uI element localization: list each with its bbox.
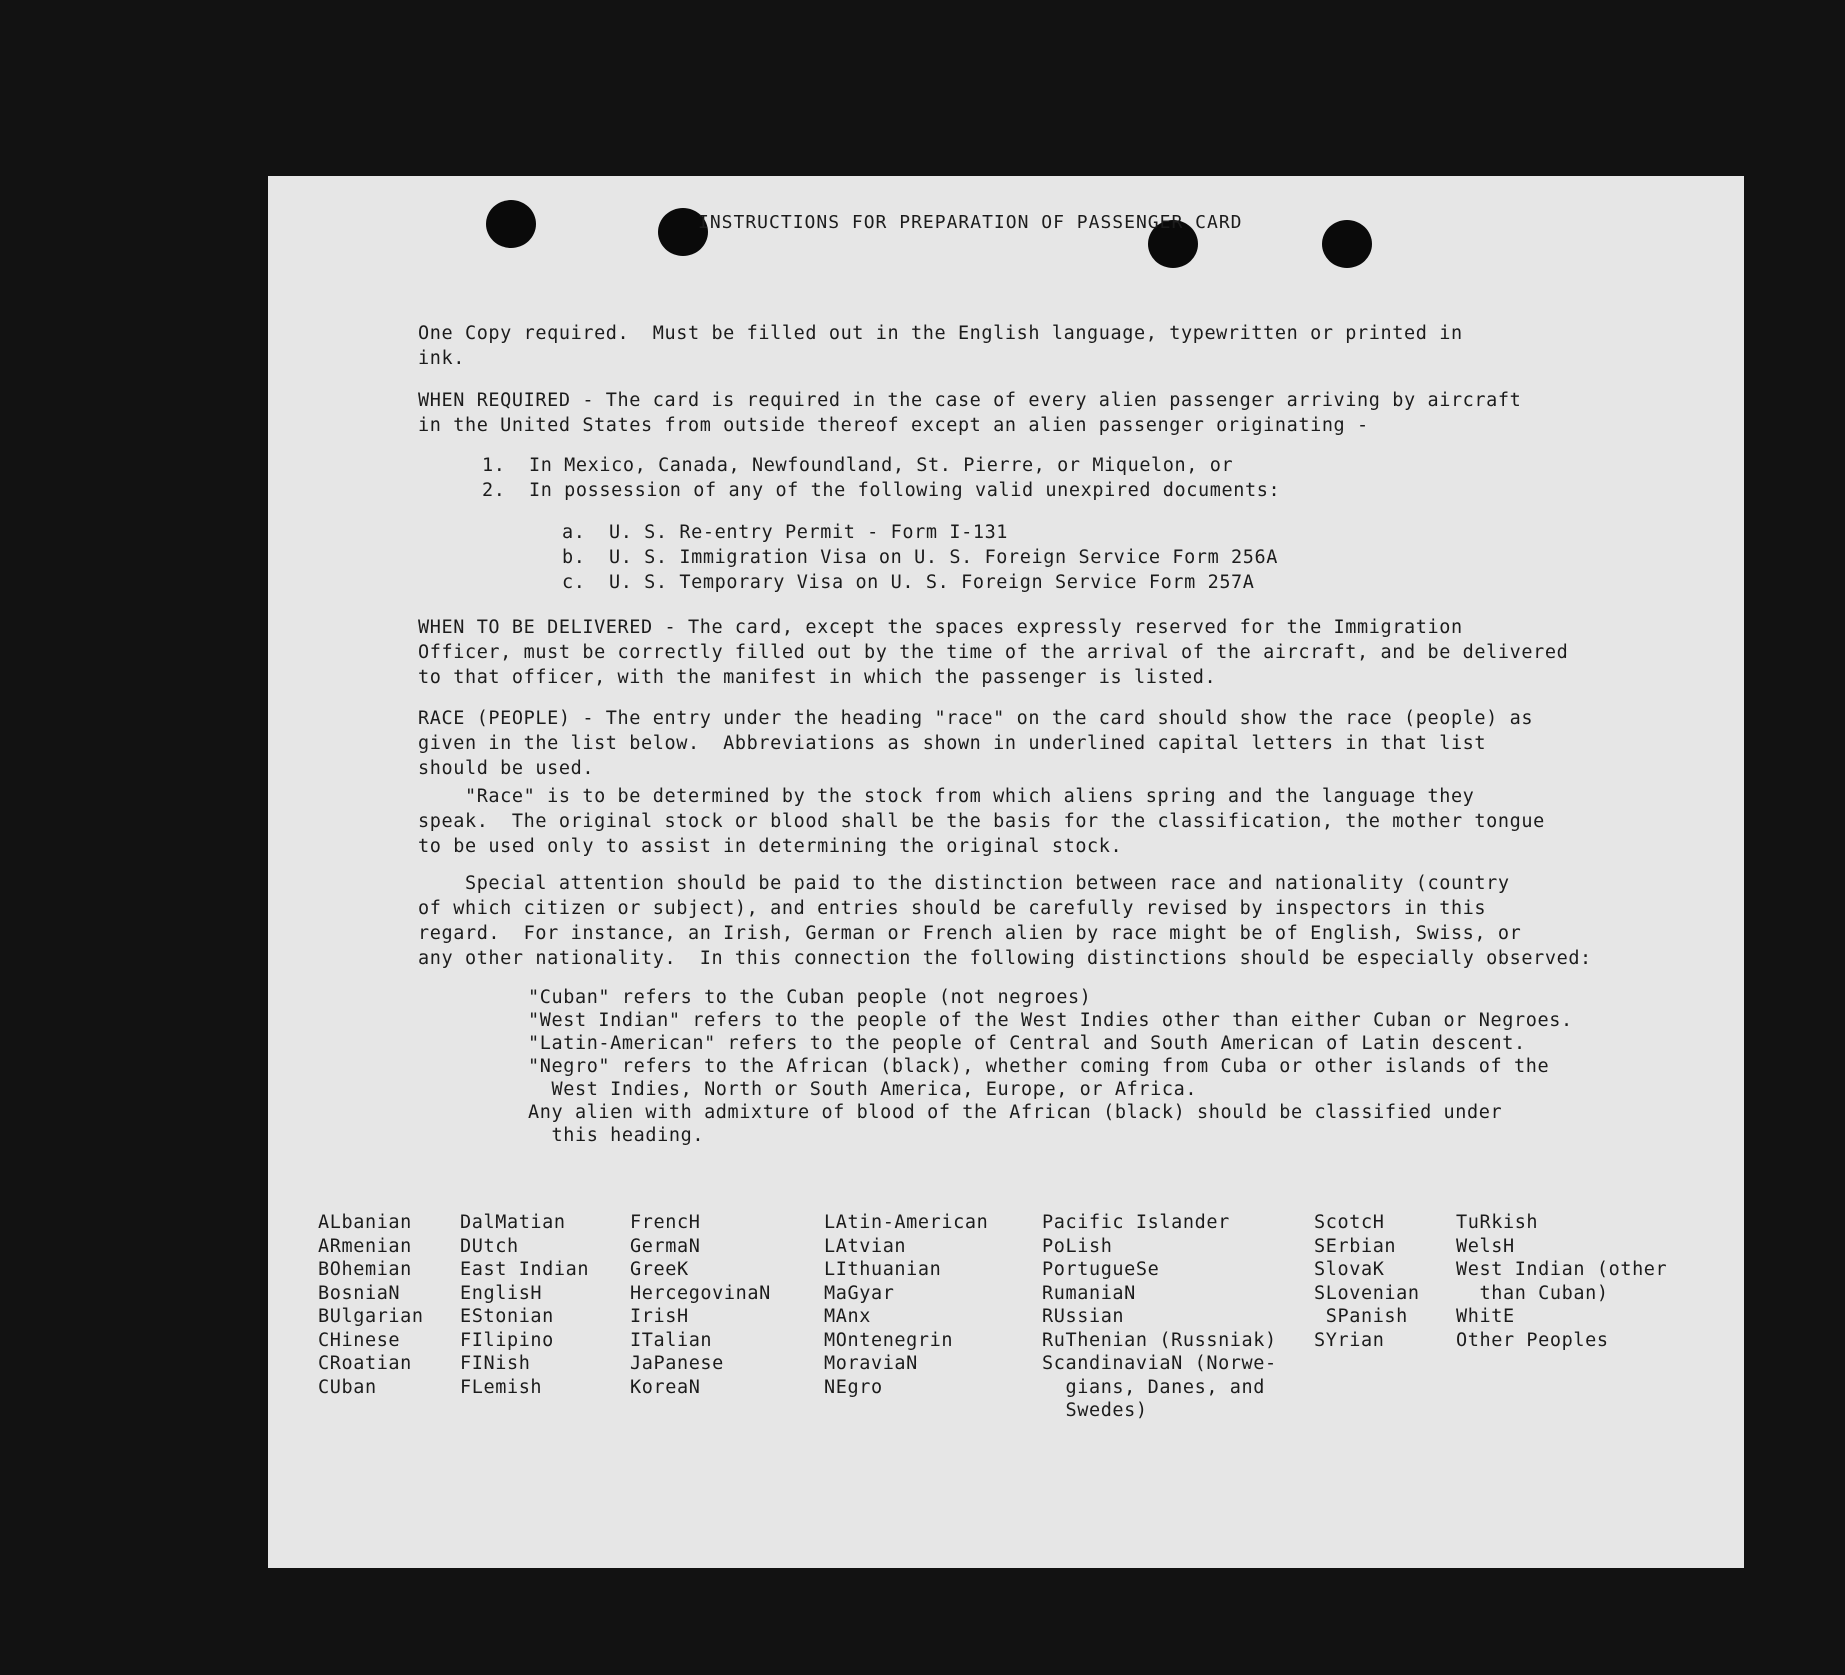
race-item: RuThenian (Russniak) xyxy=(1042,1329,1277,1351)
race-column-5 xyxy=(1042,1164,1277,1470)
race-item: ARmenian xyxy=(318,1235,412,1257)
race-item: NEgro xyxy=(824,1376,883,1398)
race-item: ScandinaviaN (Norwe- xyxy=(1042,1353,1277,1374)
race-item: East Indian xyxy=(460,1259,590,1280)
special-attention-paragraph: Special attention should be paid to the distinction between race and nationality (country of which citizen or subject), and entries should be carefully revised by inspectors in this regard. For instance, an Irish, German or French alien by race might be of English, Swiss, or any other nationality. In this connection the following distinctions should be especially observed: xyxy=(418,873,1592,969)
race-item: WelsH xyxy=(1456,1235,1515,1257)
race-item: EnglisH xyxy=(460,1282,543,1304)
race-column-2 xyxy=(460,1164,589,1446)
race-item: TuRkish xyxy=(1456,1212,1539,1233)
race-column-4 xyxy=(824,1164,988,1446)
intro-paragraph: One Copy required. Must be filled out in the English language, typewritten or printed in ink. xyxy=(418,323,1463,369)
race-item: Pacific Islander xyxy=(1042,1212,1230,1233)
race-item: EStonian xyxy=(460,1306,554,1327)
race-item: RumaniaN xyxy=(1042,1282,1136,1304)
race-item: MaGyar xyxy=(824,1282,895,1304)
race-item: SYrian xyxy=(1314,1329,1385,1351)
race-item: MoraviaN xyxy=(824,1353,918,1374)
race-item: MOntenegrin xyxy=(824,1329,954,1351)
when-required-paragraph: WHEN REQUIRED - The card is required in the case of every alien passenger arriving by aircraft in the United States from outside thereof except an alien passenger originating - xyxy=(418,390,1522,436)
race-item: LAtin-American xyxy=(824,1212,989,1233)
race-item: SLovenian xyxy=(1314,1282,1420,1304)
race-item: DalMatian xyxy=(460,1212,566,1233)
race-item: FIlipino xyxy=(460,1329,554,1351)
race-column-7 xyxy=(1456,1164,1667,1399)
race-people-paragraph: RACE (PEOPLE) - The entry under the heading "race" on the card should show the race (people) as given in the list below. Abbreviations as shown in underlined capital letters in that list should be used. xyxy=(418,708,1534,779)
race-item: BOhemian xyxy=(318,1259,412,1280)
race-item: West Indian (other xyxy=(1456,1259,1668,1280)
punch-hole xyxy=(1322,220,1372,268)
race-item: SErbian xyxy=(1314,1235,1397,1257)
race-item: GreeK xyxy=(630,1259,689,1280)
race-item: ALbanian xyxy=(318,1212,412,1233)
race-item: LAtvian xyxy=(824,1235,907,1257)
race-item: DUtch xyxy=(460,1235,519,1257)
race-item: IrisH xyxy=(630,1306,689,1327)
document-list: a. U. S. Re-entry Permit - Form I-131 b. U. S. Immigration Visa on U. S. Foreign Service Form 256A c. U. S. Temporary Visa on U. S. Foreign Service Form 257A xyxy=(562,522,1279,593)
race-item: PoLish xyxy=(1042,1235,1113,1257)
race-item: CHinese xyxy=(318,1329,401,1351)
race-item: Swedes) xyxy=(1042,1400,1148,1421)
race-item: ITalian xyxy=(630,1329,713,1351)
race-item: MAnx xyxy=(824,1306,871,1327)
race-item: WhitE xyxy=(1456,1306,1515,1327)
race-item: FLemish xyxy=(460,1376,543,1398)
punch-hole xyxy=(486,200,536,248)
race-item: KoreaN xyxy=(630,1376,701,1398)
race-item: PortugueSe xyxy=(1042,1259,1160,1280)
race-column-1 xyxy=(318,1164,424,1446)
race-item: HercegovinaN xyxy=(630,1282,771,1304)
race-column-6 xyxy=(1314,1164,1420,1399)
race-item: BosniaN xyxy=(318,1282,401,1304)
race-item: BUlgarian xyxy=(318,1306,424,1327)
origin-list: 1. In Mexico, Canada, Newfoundland, St. Pierre, or Miquelon, or 2. In possession of any of the following valid unexpired documents: xyxy=(482,455,1281,501)
race-item: GermaN xyxy=(630,1235,701,1257)
race-item: Other Peoples xyxy=(1456,1329,1609,1351)
race-definition-paragraph: "Race" is to be determined by the stock from which aliens spring and the language they speak. The original stock or blood shall be the basis for the classification, the mother tongue to be used only to assist in determining the original stock. xyxy=(418,786,1545,857)
when-delivered-paragraph: WHEN TO BE DELIVERED - The card, except the spaces expressly reserved for the Immigration Officer, must be correctly filled out by the time of the arrival of the aircraft, and be delivered to that officer, with the manifest in which the passenger is listed. xyxy=(418,617,1569,688)
race-item: gians, Danes, and xyxy=(1042,1376,1266,1398)
race-column-3 xyxy=(630,1164,771,1446)
race-item: SlovaK xyxy=(1314,1259,1385,1280)
race-item: ScotcH xyxy=(1314,1212,1385,1233)
race-item: LIthuanian xyxy=(824,1259,942,1280)
race-item: CRoatian xyxy=(318,1353,412,1374)
race-item: CUban xyxy=(318,1376,377,1398)
distinctions-list: "Cuban" refers to the Cuban people (not negroes) "West Indian" refers to the people of the West Indies other than either Cuban or Negroes. "Latin-American" refers to the people of Central and South American of Latin descent. "Negro" refers to the African (black), whether coming from Cuba or other islands of the West Indies, North or South America, Europe, or Africa. Any alien with admixture of blood of the African (black) should be classified under this heading. xyxy=(528,987,1573,1146)
race-item: FINish xyxy=(460,1353,531,1374)
race-item: than Cuban) xyxy=(1456,1282,1609,1304)
race-item: SPanish xyxy=(1314,1306,1408,1327)
document-title: INSTRUCTIONS FOR PREPARATION OF PASSENGER CARD xyxy=(698,212,1243,233)
race-item: RUssian xyxy=(1042,1306,1125,1327)
document-page xyxy=(268,176,1744,1568)
race-item: JaPanese xyxy=(630,1353,724,1374)
race-item: FrencH xyxy=(630,1212,701,1233)
